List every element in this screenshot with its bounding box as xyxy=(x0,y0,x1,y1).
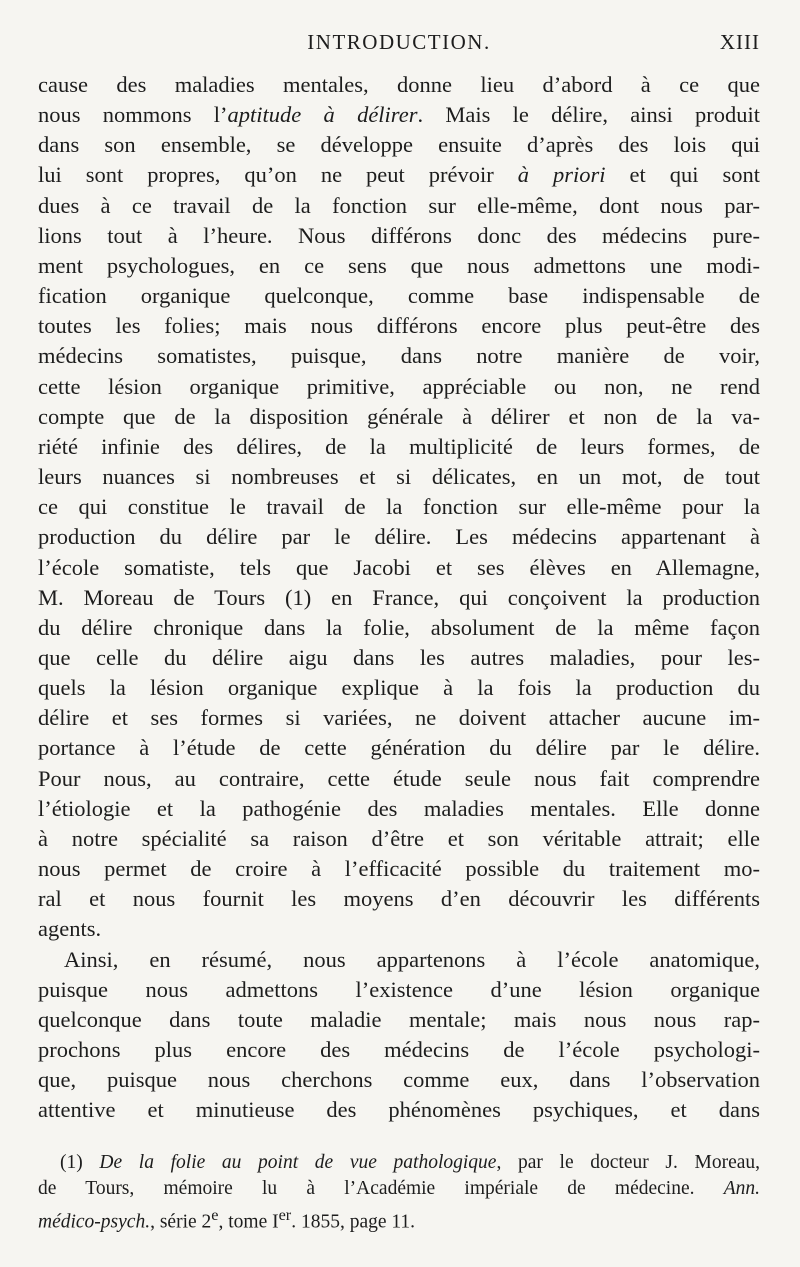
footnote xyxy=(38,1150,760,1236)
text-line: du délire chronique dans la folie, absolument de la même façon xyxy=(38,614,760,640)
running-title: INTRODUCTION. xyxy=(307,30,491,54)
text-line: quelconque dans toute maladie mentale; mais nous nous rap- xyxy=(38,1006,760,1032)
footnote-marker: (1) xyxy=(60,1152,83,1173)
text-line: à notre spécialité sa raison d’être et son véritable attrait; elle xyxy=(38,825,760,851)
text-line: que celle du délire aigu dans les autres maladies, pour les- xyxy=(38,644,760,670)
text-line: M. Moreau de Tours (1) en France, qui conçoivent la production xyxy=(38,584,760,610)
text-line: attentive et minutieuse des phénomènes psychiques, et dans xyxy=(38,1097,760,1123)
text-line: lions tout à l’heure. Nous différons donc des médecins pure- xyxy=(38,222,760,248)
italic-term: aptitude à délirer xyxy=(227,102,418,128)
footnote-line xyxy=(38,1176,760,1202)
body-text xyxy=(38,70,760,1125)
text-line: leurs nuances si nombreuses et si délicates, en un mot, de tout xyxy=(38,464,760,490)
text-line: cause des maladies mentales, donne lieu d’abord à ce que xyxy=(38,72,760,97)
text-run: de Tours, mémoire lu à l’Académie impériale de médecine. xyxy=(38,1178,724,1199)
footnote-line xyxy=(38,1150,760,1176)
text-line xyxy=(38,160,760,190)
text-run: et qui sont xyxy=(605,162,761,188)
page-number: XIII xyxy=(719,30,760,54)
text-line: cette lésion organique primitive, appréciable ou non, ne rend xyxy=(38,373,760,399)
text-run: , par le docteur J. Moreau, xyxy=(496,1152,761,1173)
text-run: nous nommons l’ xyxy=(38,102,228,128)
text-line: ral et nous fournit les moyens d’en découvrir les différents xyxy=(38,886,760,912)
text-line: production du délire par le délire. Les médecins appartenant à xyxy=(38,524,760,550)
text-line: dues à ce travail de la fonction sur elle-même, dont nous par- xyxy=(38,192,760,218)
text-line: nous permet de croire à l’efficacité possible du traitement mo- xyxy=(38,856,760,882)
text-line: l’école somatiste, tels que Jacobi et ses élèves en Allemagne, xyxy=(38,554,760,580)
text-line: ce qui constitue le travail de la fonction sur elle-même pour la xyxy=(38,494,760,520)
text-line: quels la lésion organique explique à la fois la production du xyxy=(38,675,760,701)
text-run: . 1855, page 11. xyxy=(291,1211,416,1233)
text-line: Ainsi, en résumé, nous appartenons à l’école anatomique, xyxy=(64,946,760,972)
text-line: portance à l’étude de cette génération du délire par le délire. xyxy=(38,735,760,761)
text-line: toutes les folies; mais nous différons encore plus peut-être des xyxy=(38,313,760,339)
text-line xyxy=(38,100,760,130)
text-line: riété infinie des délires, de la multiplicité de leurs formes, de xyxy=(38,433,760,459)
superscript: e xyxy=(211,1206,219,1224)
footnote-line xyxy=(38,1202,760,1236)
text-line: délire et ses formes si variées, ne doivent attacher aucune im- xyxy=(38,705,760,731)
text-line: compte que de la disposition générale à délirer et non de la va- xyxy=(38,403,760,429)
text-line: fication organique quelconque, comme base indispensable de xyxy=(38,283,760,309)
text-line: puisque nous admettons l’existence d’une lésion organique xyxy=(38,976,760,1002)
superscript: er xyxy=(278,1206,292,1224)
text-line: l’étiologie et la pathogénie des maladies mentales. Elle donne xyxy=(38,795,760,821)
text-line: dans son ensemble, se développe ensuite d’après des lois qui xyxy=(38,132,760,158)
text-line: que, puisque nous cherchons comme eux, dans l’observation xyxy=(38,1067,760,1093)
text-line: ment psychologues, en ce sens que nous admettons une modi- xyxy=(38,252,760,278)
text-line: agents. xyxy=(38,916,102,942)
text-run: , série 2 xyxy=(150,1211,212,1233)
text-run: lui sont propres, qu’on ne peut prévoir xyxy=(38,162,518,188)
footnote-title: De la folie au point de vue pathologique xyxy=(99,1152,497,1173)
italic-term: médico-psych. xyxy=(38,1211,151,1233)
text-run: , tome I xyxy=(218,1211,279,1233)
text-line: Pour nous, au contraire, cette étude seule nous fait comprendre xyxy=(38,765,760,791)
text-run: . Mais le délire, ainsi produit xyxy=(417,102,760,128)
text-line: prochons plus encore des médecins de l’école psychologi- xyxy=(38,1037,760,1062)
running-header xyxy=(38,30,760,62)
text-line: médecins somatistes, puisque, dans notre manière de voir, xyxy=(38,343,760,369)
italic-term: à priori xyxy=(517,162,606,188)
italic-term: Ann. xyxy=(723,1178,760,1199)
